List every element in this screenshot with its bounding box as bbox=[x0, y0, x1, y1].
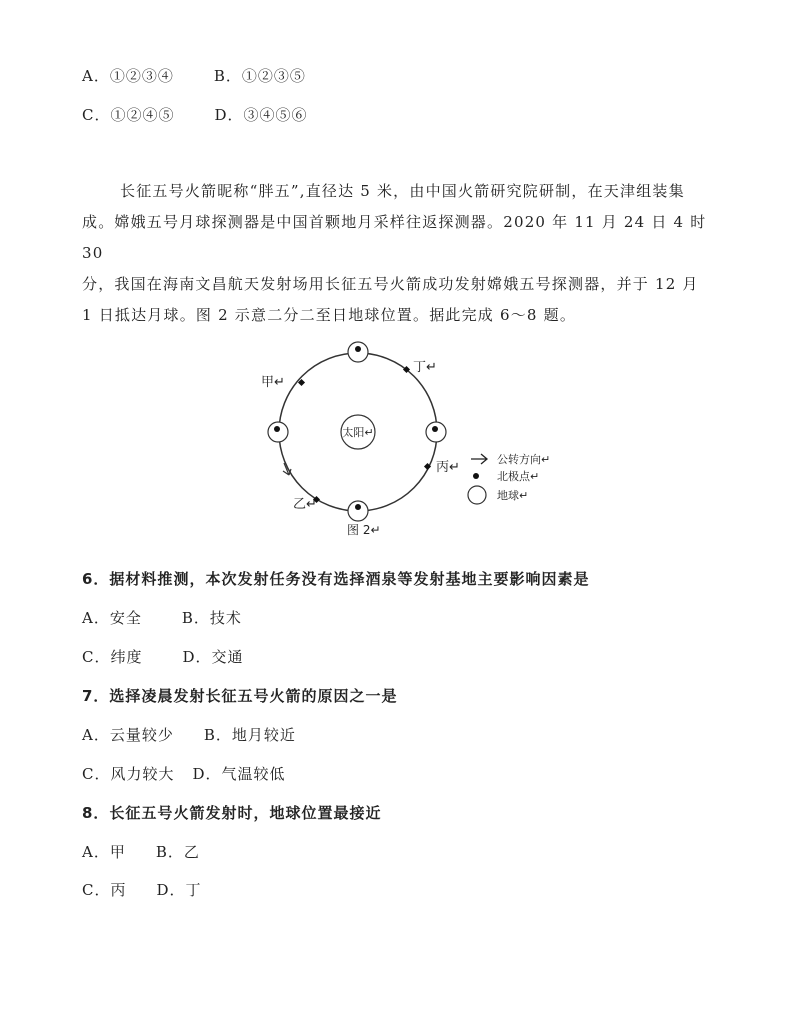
question-6-options-row-2 bbox=[82, 646, 244, 667]
earth-right bbox=[426, 422, 446, 442]
label-jia: 甲↵ bbox=[261, 375, 285, 390]
q7-option-a: A．云量较少 bbox=[82, 726, 174, 744]
label-ding: 丁↵ bbox=[413, 360, 437, 375]
passage-line-2: 成。嫦娥五号月球探测器是中国首颗地月采样往返探测器。2020 年 11 月 24 日 4 时 30 bbox=[82, 213, 707, 262]
label-yi: 乙↵ bbox=[293, 497, 317, 512]
option-a: A．①②③④ bbox=[82, 67, 174, 85]
legend-revolution: 公转方向↵ bbox=[497, 453, 551, 466]
option-b: B．①②③⑤ bbox=[213, 67, 306, 85]
q7-option-b: B．地月较近 bbox=[203, 726, 296, 744]
passage-line-1: 长征五号火箭昵称“胖五”,直径达 5 米，由中国火箭研究院研制，在天津组装集 bbox=[120, 182, 685, 200]
q8-option-d: D．丁 bbox=[156, 881, 202, 899]
legend-north-pole: 北极点↵ bbox=[497, 470, 540, 483]
passage-line-3: 分，我国在海南文昌航天发射场用长征五号火箭成功发射嫦娥五号探测器，并于 12 月 bbox=[82, 275, 699, 293]
q6-option-c: C．纬度 bbox=[82, 648, 143, 666]
legend-arrow-icon bbox=[471, 454, 487, 464]
label-bing: 丙↵ bbox=[436, 460, 460, 475]
question-7-options-row-2 bbox=[82, 763, 286, 784]
question-7-stem: 7．选择凌晨发射长征五号火箭的原因之一是 bbox=[82, 687, 398, 705]
q7-option-c: C．风力较大 bbox=[82, 765, 175, 783]
question-6-stem: 6．据材料推测，本次发射任务没有选择酒泉等发射基地主要影响因素是 bbox=[82, 570, 590, 588]
option-d: D．③④⑤⑥ bbox=[214, 106, 308, 124]
q8-option-c: C．丙 bbox=[82, 881, 127, 899]
legend-earth-icon bbox=[468, 486, 486, 504]
question-6-options-row-1 bbox=[82, 607, 242, 628]
passage bbox=[82, 176, 722, 331]
legend-earth: 地球↵ bbox=[497, 489, 529, 502]
question-7-options-row-1 bbox=[82, 724, 296, 745]
north-pole-top bbox=[355, 346, 361, 352]
figure-caption: 图 2↵ bbox=[347, 523, 381, 537]
q7-option-d: D．气温较低 bbox=[192, 765, 286, 783]
passage-line-4: 1 日抵达月球。图 2 示意二分二至日地球位置。据此完成 6～8 题。 bbox=[82, 306, 577, 324]
legend-north-pole-icon bbox=[473, 473, 479, 479]
sun-label: 太阳↵ bbox=[342, 426, 374, 439]
q6-option-d: D．交通 bbox=[182, 648, 244, 666]
north-pole-bottom bbox=[355, 504, 361, 510]
q6-option-b: B．技术 bbox=[181, 609, 242, 627]
question-8-options-row-2 bbox=[82, 879, 202, 900]
question-8-options-row-1 bbox=[82, 841, 200, 862]
option-c: C．①②④⑤ bbox=[82, 106, 175, 124]
q6-option-a: A．安全 bbox=[82, 609, 142, 627]
option-row-1 bbox=[82, 65, 306, 86]
q8-option-a: A．甲 bbox=[82, 843, 126, 861]
orbit-direction-arrow bbox=[283, 463, 291, 475]
question-8-stem: 8．长征五号火箭发射时，地球位置最接近 bbox=[82, 804, 382, 822]
orbit-diagram bbox=[255, 338, 575, 538]
option-row-2 bbox=[82, 104, 308, 125]
q8-option-b: B．乙 bbox=[155, 843, 200, 861]
earth-left bbox=[268, 422, 288, 442]
north-pole-right bbox=[432, 426, 438, 432]
north-pole-left bbox=[274, 426, 280, 432]
